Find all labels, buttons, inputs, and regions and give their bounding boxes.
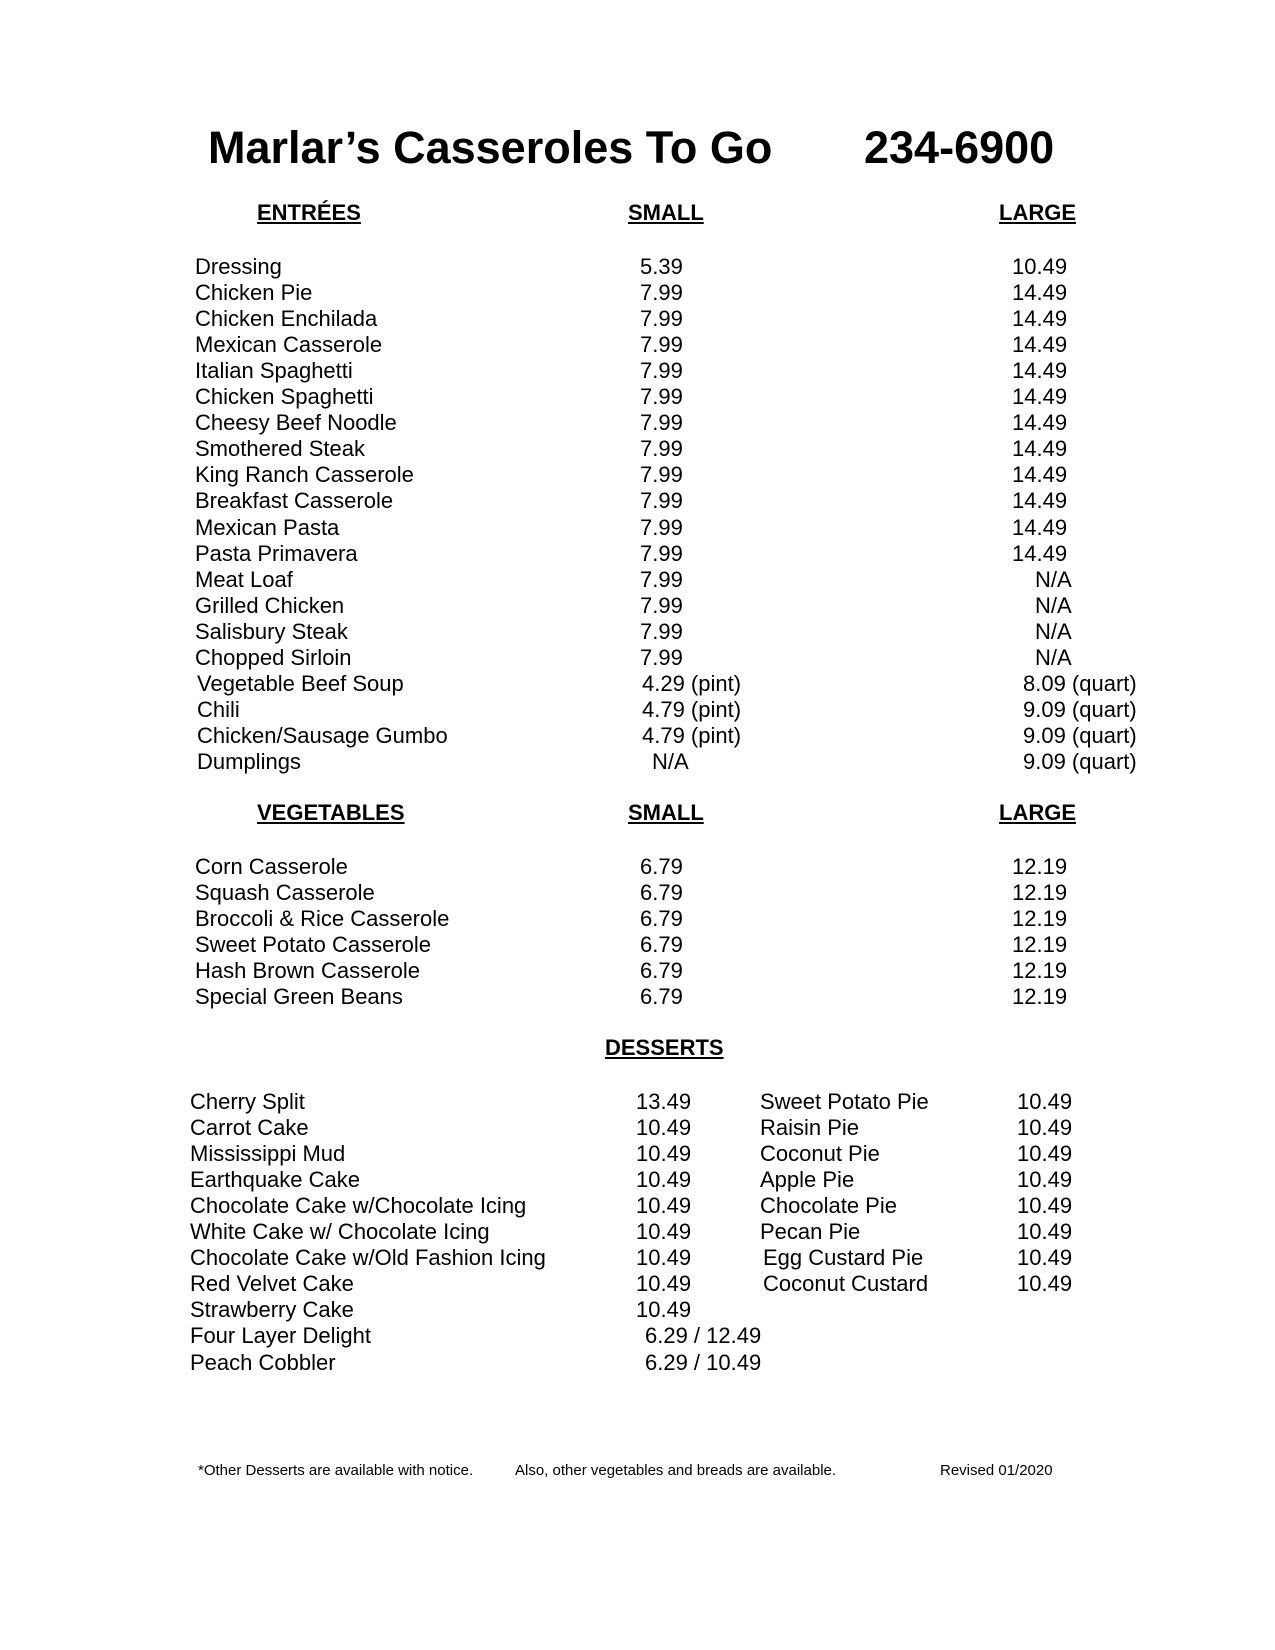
- large-price: 14.49: [1012, 410, 1068, 436]
- small-price: 7.99: [640, 410, 683, 436]
- dessert-price: 10.49: [1017, 1271, 1073, 1297]
- list-item: [0, 306, 1275, 332]
- list-item: [0, 958, 1275, 984]
- large-price: 14.49: [1012, 436, 1068, 462]
- item-name: Sweet Potato Casserole: [195, 932, 432, 958]
- item-name: Chicken Pie: [195, 280, 313, 306]
- item-name: Cheesy Beef Noodle: [195, 410, 397, 436]
- item-name: Pasta Primavera: [195, 540, 358, 566]
- item-name: Chicken Enchilada: [195, 306, 378, 332]
- dessert-name: Mississippi Mud: [190, 1141, 346, 1167]
- list-item: [0, 671, 1275, 697]
- small-price: 7.99: [640, 540, 683, 566]
- list-item: [0, 541, 1275, 567]
- dessert-price: 10.49: [1017, 1089, 1073, 1114]
- item-name: King Ranch Casserole: [195, 462, 414, 488]
- large-price: N/A: [1035, 644, 1072, 670]
- small-price: 7.99: [640, 644, 683, 670]
- list-item: [0, 1141, 1275, 1167]
- small-price: 4.79 (pint): [642, 696, 742, 722]
- dessert-price: 10.49: [636, 1245, 692, 1271]
- dessert-price: 10.49: [636, 1193, 692, 1219]
- list-item: [0, 1219, 1275, 1245]
- item-name: Italian Spaghetti: [195, 358, 353, 384]
- phone-number: 234-6900: [864, 122, 1055, 173]
- small-price: 6.79: [640, 854, 683, 879]
- dessert-price: 10.49: [1017, 1115, 1073, 1141]
- small-price: 4.79 (pint): [642, 722, 742, 748]
- small-price: 7.99: [640, 332, 683, 358]
- list-item: [0, 332, 1275, 358]
- item-name: Squash Casserole: [195, 880, 375, 906]
- small-price: 6.79: [640, 984, 683, 1010]
- large-price: 9.09 (quart): [1023, 696, 1137, 722]
- list-item: [0, 984, 1275, 1010]
- list-item: [0, 619, 1275, 645]
- dessert-name: Coconut Pie: [760, 1141, 880, 1167]
- vegetables-small-header: SMALL: [628, 800, 704, 825]
- list-item: [0, 880, 1275, 906]
- large-price: 12.19: [1012, 932, 1068, 958]
- small-price: 7.99: [640, 462, 683, 488]
- list-item: [0, 1271, 1275, 1297]
- list-item: [0, 1297, 1275, 1323]
- dessert-name: Carrot Cake: [190, 1115, 309, 1141]
- large-price: 14.49: [1012, 332, 1068, 358]
- list-item: [0, 593, 1275, 619]
- dessert-name: Raisin Pie: [760, 1115, 860, 1141]
- dessert-name: Chocolate Pie: [760, 1193, 897, 1219]
- small-price: 7.99: [640, 618, 683, 644]
- item-name: Vegetable Beef Soup: [197, 670, 404, 696]
- small-price: 7.99: [640, 358, 683, 384]
- dessert-name: Strawberry Cake: [190, 1297, 354, 1323]
- item-name: Mexican Pasta: [195, 514, 340, 540]
- small-price: 6.79: [640, 958, 683, 984]
- item-name: Chopped Sirloin: [195, 644, 352, 670]
- list-item: [0, 906, 1275, 932]
- small-price: 7.99: [640, 306, 683, 332]
- dessert-price: 10.49: [1017, 1141, 1073, 1167]
- large-price: N/A: [1035, 618, 1072, 644]
- small-price: 7.99: [640, 488, 683, 514]
- item-name: Corn Casserole: [195, 854, 348, 879]
- dessert-name: Chocolate Cake w/Old Fashion Icing: [190, 1245, 546, 1271]
- dessert-price: 10.49: [1017, 1219, 1073, 1245]
- list-item: [0, 1245, 1275, 1271]
- dessert-price: 6.29 / 12.49: [645, 1323, 762, 1349]
- item-name: Grilled Chicken: [195, 592, 345, 618]
- dessert-price: 10.49: [1017, 1245, 1073, 1271]
- dessert-name: Sweet Potato Pie: [760, 1089, 929, 1114]
- list-item: [0, 358, 1275, 384]
- entrees-large-header: LARGE: [999, 200, 1076, 225]
- large-price: 14.49: [1012, 514, 1068, 540]
- list-item: [0, 384, 1275, 410]
- item-name: Chicken Spaghetti: [195, 384, 374, 410]
- small-price: 7.99: [640, 592, 683, 618]
- dessert-name: Coconut Custard: [763, 1271, 929, 1297]
- small-price: 6.79: [640, 906, 683, 932]
- large-price: N/A: [1035, 566, 1072, 592]
- large-price: 14.49: [1012, 384, 1068, 410]
- item-name: Special Green Beans: [195, 984, 403, 1010]
- dessert-name: Peach Cobbler: [190, 1349, 336, 1375]
- footer-revised: Revised 01/2020: [940, 1462, 1053, 1479]
- large-price: 12.19: [1012, 958, 1068, 984]
- small-price: 4.29 (pint): [642, 670, 742, 696]
- large-price: 14.49: [1012, 488, 1068, 514]
- large-price: 14.49: [1012, 280, 1068, 306]
- large-price: 14.49: [1012, 358, 1068, 384]
- dessert-price: 10.49: [636, 1297, 692, 1323]
- item-name: Hash Brown Casserole: [195, 958, 420, 984]
- dessert-name: Four Layer Delight: [190, 1323, 371, 1349]
- list-item: [0, 1193, 1275, 1219]
- small-price: 6.79: [640, 880, 683, 906]
- list-item: [0, 280, 1275, 306]
- small-price: 7.99: [640, 384, 683, 410]
- dessert-price: 6.29 / 10.49: [645, 1349, 762, 1375]
- large-price: 8.09 (quart): [1023, 670, 1137, 696]
- dessert-price: 10.49: [636, 1219, 692, 1245]
- item-name: Broccoli & Rice Casserole: [195, 906, 450, 932]
- small-price: 7.99: [640, 436, 683, 462]
- large-price: 12.19: [1012, 906, 1068, 932]
- dessert-price: 13.49: [636, 1089, 692, 1114]
- item-name: Meat Loaf: [195, 566, 293, 592]
- large-price: 9.09 (quart): [1023, 748, 1137, 774]
- list-item: [0, 1089, 1275, 1115]
- item-name: Dumplings: [197, 748, 301, 774]
- large-price: 12.19: [1012, 854, 1068, 879]
- list-item: [0, 1115, 1275, 1141]
- dessert-name: Cherry Split: [190, 1089, 305, 1114]
- small-price: 7.99: [640, 514, 683, 540]
- list-item: [0, 410, 1275, 436]
- item-name: Chicken/Sausage Gumbo: [197, 722, 448, 748]
- item-name: Mexican Casserole: [195, 332, 383, 358]
- list-item: [0, 1323, 1275, 1349]
- small-price: 7.99: [640, 566, 683, 592]
- list-item: [0, 932, 1275, 958]
- large-price: 14.49: [1012, 462, 1068, 488]
- vegetables-large-header: LARGE: [999, 800, 1076, 825]
- dessert-name: Red Velvet Cake: [190, 1271, 354, 1297]
- dessert-price: 10.49: [636, 1271, 692, 1297]
- desserts-heading: DESSERTS: [605, 1035, 724, 1060]
- list-item: [0, 645, 1275, 671]
- large-price: 9.09 (quart): [1023, 722, 1137, 748]
- large-price: 14.49: [1012, 540, 1068, 566]
- list-item: [0, 854, 1275, 880]
- list-item: [0, 567, 1275, 593]
- small-price: N/A: [652, 748, 689, 774]
- list-item: [0, 488, 1275, 514]
- footer-note-desserts: *Other Desserts are available with notice.: [198, 1462, 474, 1479]
- footer-note-vegetables: Also, other vegetables and breads are available.: [515, 1462, 837, 1479]
- dessert-name: Apple Pie: [760, 1167, 855, 1193]
- dessert-price: 10.49: [1017, 1193, 1073, 1219]
- item-name: Salisbury Steak: [195, 618, 348, 644]
- large-price: N/A: [1035, 592, 1072, 618]
- entrees-heading: ENTRÉES: [257, 200, 361, 225]
- list-item: [0, 1167, 1275, 1193]
- list-item: [0, 515, 1275, 541]
- dessert-name: Chocolate Cake w/Chocolate Icing: [190, 1193, 527, 1219]
- list-item: [0, 723, 1275, 749]
- large-price: 10.49: [1012, 254, 1068, 279]
- item-name: Chili: [197, 696, 240, 722]
- small-price: 7.99: [640, 280, 683, 306]
- list-item: [0, 1350, 1275, 1376]
- entrees-small-header: SMALL: [628, 200, 704, 225]
- dessert-price: 10.49: [636, 1141, 692, 1167]
- dessert-price: 10.49: [636, 1167, 692, 1193]
- list-item: [0, 462, 1275, 488]
- page-title: Marlar’s Casseroles To Go: [208, 122, 773, 173]
- large-price: 12.19: [1012, 984, 1068, 1010]
- dessert-name: Pecan Pie: [760, 1219, 861, 1245]
- list-item: [0, 254, 1275, 280]
- vegetables-heading: VEGETABLES: [257, 800, 405, 825]
- small-price: 6.79: [640, 932, 683, 958]
- large-price: 12.19: [1012, 880, 1068, 906]
- dessert-price: 10.49: [636, 1115, 692, 1141]
- dessert-name: Earthquake Cake: [190, 1167, 360, 1193]
- list-item: [0, 697, 1275, 723]
- dessert-name: Egg Custard Pie: [763, 1245, 924, 1271]
- list-item: [0, 749, 1275, 775]
- dessert-price: 10.49: [1017, 1167, 1073, 1193]
- item-name: Breakfast Casserole: [195, 488, 394, 514]
- item-name: Dressing: [195, 254, 282, 279]
- item-name: Smothered Steak: [195, 436, 365, 462]
- list-item: [0, 436, 1275, 462]
- small-price: 5.39: [640, 254, 683, 279]
- large-price: 14.49: [1012, 306, 1068, 332]
- dessert-name: White Cake w/ Chocolate Icing: [190, 1219, 490, 1245]
